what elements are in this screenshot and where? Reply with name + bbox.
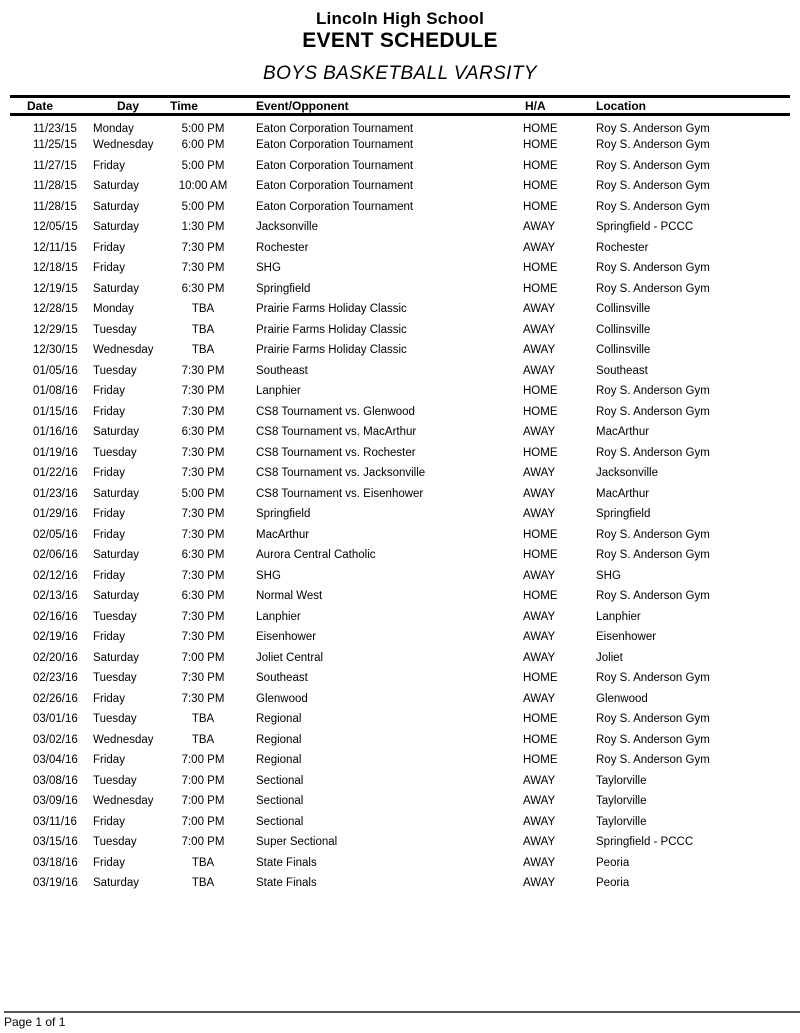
schedule-table [10,95,790,894]
column-header-event-opponent: Event/Opponent [256,98,349,113]
cell-date: 02/20/16 [33,651,78,664]
cell-time: TBA [191,877,215,890]
cell-day: Friday [93,815,125,828]
cell-event-opponent: Regional [256,754,302,767]
cell-home-away: AWAY [523,631,556,644]
cell-location: Roy S. Anderson Gym [596,262,710,275]
cell-home-away: AWAY [523,364,556,377]
table-row [10,135,790,156]
cell-home-away: AWAY [523,303,556,316]
cell-time: 7:30 PM [181,446,225,459]
cell-location: Roy S. Anderson Gym [596,405,710,418]
cell-day: Wednesday [93,139,154,152]
cell-date: 03/04/16 [33,754,78,767]
cell-date: 01/08/16 [33,385,78,398]
cell-event-opponent: CS8 Tournament vs. Rochester [256,446,416,459]
cell-event-opponent: Super Sectional [256,836,338,849]
cell-date: 12/05/15 [33,221,78,234]
cell-time: 6:30 PM [181,549,225,562]
table-row [10,422,790,443]
footer-divider [4,1011,800,1013]
table-row [10,197,790,218]
cell-home-away: HOME [523,405,558,418]
cell-day: Friday [93,385,125,398]
cell-location: MacArthur [596,426,650,439]
cell-day: Tuesday [93,713,137,726]
cell-day: Saturday [93,590,140,603]
table-row [10,504,790,525]
cell-home-away: HOME [523,754,558,767]
cell-time: 7:00 PM [181,754,225,767]
cell-location: Roy S. Anderson Gym [596,549,710,562]
cell-day: Tuesday [93,610,137,623]
cell-day: Wednesday [93,733,154,746]
cell-date: 01/23/16 [33,487,78,500]
cell-location: Roy S. Anderson Gym [596,139,710,152]
table-row [10,709,790,730]
table-row [10,545,790,566]
cell-time: TBA [191,713,215,726]
cell-home-away: AWAY [523,795,556,808]
cell-event-opponent: State Finals [256,877,317,890]
cell-location: Lanphier [596,610,641,623]
cell-location: Roy S. Anderson Gym [596,733,710,746]
cell-home-away: AWAY [523,426,556,439]
document-header [0,0,800,84]
report-title: EVENT SCHEDULE [302,29,498,52]
cell-home-away: AWAY [523,610,556,623]
cell-day: Friday [93,631,125,644]
cell-home-away: HOME [523,549,558,562]
cell-date: 02/16/16 [33,610,78,623]
cell-location: Roy S. Anderson Gym [596,590,710,603]
cell-time: 7:30 PM [181,262,225,275]
table-row [10,115,790,136]
cell-time: TBA [191,856,215,869]
cell-date: 12/28/15 [33,303,78,316]
cell-date: 11/27/15 [33,159,77,172]
cell-location: Roy S. Anderson Gym [596,282,710,295]
cell-event-opponent: Sectional [256,774,304,787]
cell-date: 03/19/16 [33,877,78,890]
cell-home-away: AWAY [523,569,556,582]
schedule-table-head [10,97,790,115]
cell-home-away: HOME [523,200,558,213]
cell-day: Wednesday [93,344,154,357]
cell-home-away: AWAY [523,856,556,869]
cell-event-opponent: Eaton Corporation Tournament [256,123,414,135]
table-row [10,238,790,259]
cell-day: Tuesday [93,323,137,336]
cell-location: Southeast [596,364,648,377]
cell-event-opponent: Eisenhower [256,631,317,644]
cell-day: Friday [93,405,125,418]
table-row [10,771,790,792]
cell-time: 6:00 PM [181,139,225,152]
cell-date: 12/30/15 [33,344,78,357]
cell-location: Peoria [596,877,630,890]
cell-location: Roy S. Anderson Gym [596,672,710,685]
cell-date: 02/12/16 [33,569,78,582]
cell-event-opponent: Eaton Corporation Tournament [256,200,414,213]
table-row [10,340,790,361]
cell-location: Roy S. Anderson Gym [596,123,710,135]
cell-event-opponent: CS8 Tournament vs. Eisenhower [256,487,424,500]
cell-day: Monday [93,303,134,316]
cell-date: 02/05/16 [33,528,78,541]
cell-event-opponent: Joliet Central [256,651,324,664]
cell-day: Friday [93,754,125,767]
cell-event-opponent: Prairie Farms Holiday Classic [256,344,407,357]
cell-home-away: AWAY [523,774,556,787]
cell-date: 01/16/16 [33,426,78,439]
cell-event-opponent: Regional [256,733,302,746]
cell-date: 02/23/16 [33,672,78,685]
table-row [10,217,790,238]
cell-date: 01/05/16 [33,364,78,377]
cell-location: Springfield - PCCC [596,836,694,849]
cell-date: 11/25/15 [33,139,77,152]
table-row [10,812,790,833]
cell-location: Collinsville [596,344,651,357]
cell-date: 01/15/16 [33,405,78,418]
cell-day: Saturday [93,651,140,664]
header-row [10,97,790,115]
cell-day: Friday [93,528,125,541]
table-row [10,443,790,464]
cell-time: 7:30 PM [181,672,225,685]
cell-time: 1:30 PM [181,221,225,234]
cell-event-opponent: CS8 Tournament vs. MacArthur [256,426,417,439]
cell-home-away: AWAY [523,651,556,664]
cell-event-opponent: Southeast [256,364,308,377]
cell-date: 03/15/16 [33,836,78,849]
cell-time: 7:30 PM [181,528,225,541]
cell-location: Taylorville [596,815,647,828]
cell-date: 03/09/16 [33,795,78,808]
cell-time: 7:30 PM [181,364,225,377]
cell-date: 02/26/16 [33,692,78,705]
cell-location: Roy S. Anderson Gym [596,385,710,398]
table-row [10,463,790,484]
cell-home-away: HOME [523,282,558,295]
table-row [10,525,790,546]
table-row [10,156,790,177]
cell-date: 11/23/15 [33,123,77,135]
column-header-home-away: H/A [525,98,546,113]
cell-home-away: HOME [523,528,558,541]
cell-home-away: AWAY [523,323,556,336]
table-row [10,299,790,320]
cell-location: Roy S. Anderson Gym [596,528,710,541]
cell-day: Saturday [93,549,140,562]
cell-event-opponent: Sectional [256,795,304,808]
schedule-table-body [10,115,790,894]
cell-event-opponent: State Finals [256,856,317,869]
table-row [10,832,790,853]
table-row [10,402,790,423]
cell-day: Friday [93,569,125,582]
cell-day: Friday [93,262,125,275]
table-row [10,607,790,628]
cell-time: 5:00 PM [181,200,225,213]
cell-time: 6:30 PM [181,282,225,295]
table-row [10,791,790,812]
cell-home-away: HOME [523,590,558,603]
cell-time: 7:30 PM [181,610,225,623]
column-header-time: Time [170,98,198,113]
cell-home-away: HOME [523,733,558,746]
cell-time: 5:00 PM [181,159,225,172]
team-subtitle: BOYS BASKETBALL VARSITY [263,63,537,84]
table-row [10,648,790,669]
cell-day: Tuesday [93,774,137,787]
cell-home-away: AWAY [523,221,556,234]
cell-date: 02/19/16 [33,631,78,644]
cell-event-opponent: Jacksonville [256,221,318,234]
cell-event-opponent: Lanphier [256,610,301,623]
cell-home-away: AWAY [523,241,556,254]
cell-date: 12/11/15 [33,241,77,254]
cell-day: Friday [93,159,125,172]
cell-home-away: HOME [523,180,558,193]
cell-location: Collinsville [596,323,651,336]
cell-date: 03/18/16 [33,856,78,869]
cell-home-away: AWAY [523,877,556,890]
cell-event-opponent: Springfield [256,508,311,521]
cell-date: 01/19/16 [33,446,78,459]
cell-date: 03/02/16 [33,733,78,746]
cell-date: 01/29/16 [33,508,78,521]
cell-home-away: AWAY [523,487,556,500]
cell-event-opponent: Sectional [256,815,304,828]
cell-event-opponent: Springfield [256,282,311,295]
cell-time: 7:30 PM [181,508,225,521]
cell-time: 7:30 PM [181,569,225,582]
cell-day: Saturday [93,487,140,500]
cell-time: 7:30 PM [181,692,225,705]
cell-time: 7:30 PM [181,631,225,644]
cell-event-opponent: SHG [256,569,281,582]
cell-time: 10:00 AM [178,180,228,193]
cell-day: Tuesday [93,672,137,685]
cell-day: Friday [93,467,125,480]
cell-day: Friday [93,856,125,869]
table-row [10,566,790,587]
cell-location: Glenwood [596,692,648,705]
cell-event-opponent: Regional [256,713,302,726]
cell-location: Peoria [596,856,630,869]
cell-day: Saturday [93,282,140,295]
school-name: Lincoln High School [315,9,485,28]
table-row [10,361,790,382]
cell-home-away: AWAY [523,815,556,828]
cell-time: TBA [191,733,215,746]
cell-date: 11/28/15 [33,180,77,193]
column-header-location: Location [596,98,646,113]
table-row [10,730,790,751]
cell-event-opponent: MacArthur [256,528,310,541]
cell-location: Springfield [596,508,651,521]
cell-day: Saturday [93,200,140,213]
cell-time: 6:30 PM [181,426,225,439]
table-row [10,320,790,341]
cell-time: 5:00 PM [181,123,225,135]
column-header-day: Day [116,98,139,113]
cell-event-opponent: CS8 Tournament vs. Glenwood [256,405,415,418]
cell-location: Roy S. Anderson Gym [596,200,710,213]
cell-date: 11/28/15 [33,200,77,213]
cell-event-opponent: Aurora Central Catholic [256,549,376,562]
cell-home-away: HOME [523,139,558,152]
cell-location: Springfield - PCCC [596,221,694,234]
cell-time: 7:00 PM [181,651,225,664]
cell-date: 03/08/16 [33,774,78,787]
cell-event-opponent: CS8 Tournament vs. Jacksonville [256,467,426,480]
cell-date: 02/13/16 [33,590,78,603]
cell-day: Monday [93,123,134,135]
cell-time: 5:00 PM [181,487,225,500]
cell-home-away: HOME [523,672,558,685]
cell-home-away: AWAY [523,836,556,849]
cell-day: Tuesday [93,364,137,377]
cell-day: Tuesday [93,836,137,849]
cell-location: Joliet [596,651,623,664]
cell-location: Collinsville [596,303,651,316]
cell-location: SHG [596,569,621,582]
cell-time: 7:30 PM [181,405,225,418]
cell-event-opponent: Prairie Farms Holiday Classic [256,323,407,336]
page-number: Page 1 of 1 [4,1015,66,1029]
cell-location: Roy S. Anderson Gym [596,159,710,172]
cell-day: Friday [93,692,125,705]
cell-time: 6:30 PM [181,590,225,603]
cell-time: TBA [191,303,215,316]
cell-day: Saturday [93,426,140,439]
cell-date: 12/18/15 [33,262,78,275]
cell-location: Taylorville [596,795,647,808]
cell-location: Roy S. Anderson Gym [596,446,710,459]
cell-location: Jacksonville [596,467,658,480]
cell-event-opponent: Rochester [256,241,309,254]
cell-date: 12/29/15 [33,323,78,336]
cell-time: 7:00 PM [181,836,225,849]
cell-home-away: AWAY [523,692,556,705]
cell-event-opponent: Southeast [256,672,308,685]
cell-home-away: HOME [523,262,558,275]
table-row [10,258,790,279]
cell-day: Tuesday [93,446,137,459]
cell-date: 12/19/15 [33,282,78,295]
cell-time: TBA [191,323,215,336]
cell-home-away: AWAY [523,467,556,480]
cell-day: Saturday [93,221,140,234]
cell-home-away: AWAY [523,508,556,521]
cell-location: Rochester [596,241,649,254]
cell-event-opponent: Glenwood [256,692,308,705]
cell-event-opponent: Lanphier [256,385,301,398]
cell-location: Roy S. Anderson Gym [596,754,710,767]
cell-day: Wednesday [93,795,154,808]
cell-location: Roy S. Anderson Gym [596,180,710,193]
table-row [10,873,790,894]
cell-location: MacArthur [596,487,650,500]
cell-time: 7:00 PM [181,815,225,828]
cell-date: 02/06/16 [33,549,78,562]
table-row [10,627,790,648]
cell-day: Saturday [93,877,140,890]
cell-time: 7:30 PM [181,467,225,480]
cell-home-away: HOME [523,385,558,398]
cell-home-away: HOME [523,123,558,135]
cell-day: Friday [93,508,125,521]
cell-date: 01/22/16 [33,467,78,480]
cell-day: Friday [93,241,125,254]
cell-event-opponent: Prairie Farms Holiday Classic [256,303,407,316]
table-row [10,279,790,300]
table-row [10,176,790,197]
cell-location: Taylorville [596,774,647,787]
cell-home-away: HOME [523,713,558,726]
cell-time: 7:30 PM [181,241,225,254]
cell-event-opponent: Eaton Corporation Tournament [256,159,414,172]
table-row [10,689,790,710]
cell-event-opponent: Normal West [256,590,323,603]
table-row [10,853,790,874]
cell-day: Saturday [93,180,140,193]
cell-location: Eisenhower [596,631,657,644]
table-row [10,484,790,505]
cell-home-away: HOME [523,159,558,172]
cell-date: 03/11/16 [33,815,77,828]
table-row [10,381,790,402]
cell-time: 7:00 PM [181,795,225,808]
cell-event-opponent: Eaton Corporation Tournament [256,139,414,152]
cell-home-away: HOME [523,446,558,459]
cell-location: Roy S. Anderson Gym [596,713,710,726]
cell-date: 03/01/16 [33,713,78,726]
table-row [10,586,790,607]
cell-event-opponent: Eaton Corporation Tournament [256,180,414,193]
cell-time: 7:30 PM [181,385,225,398]
cell-time: TBA [191,344,215,357]
column-header-date: Date [27,98,54,113]
cell-home-away: AWAY [523,344,556,357]
table-row [10,668,790,689]
cell-time: 7:00 PM [181,774,225,787]
table-row [10,750,790,771]
cell-event-opponent: SHG [256,262,281,275]
